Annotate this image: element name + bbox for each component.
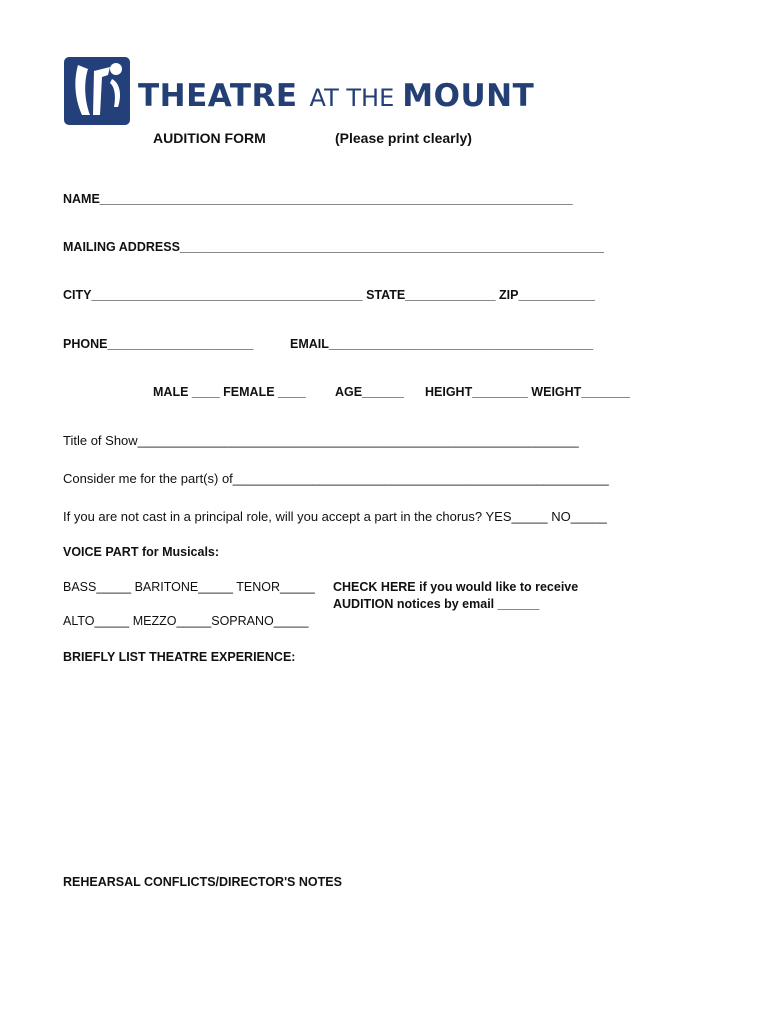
height-weight-field[interactable]: HEIGHT________ WEIGHT_______ <box>425 385 630 399</box>
logo-word-mount: MOUNT <box>402 78 535 114</box>
logo-word-at-the: AT THE <box>309 84 395 112</box>
logo-word-theatre: THEATRE <box>138 78 298 114</box>
theatre-experience-heading: BRIEFLY LIST THEATRE EXPERIENCE: <box>63 650 296 664</box>
form-instruction: (Please print clearly) <box>335 130 472 146</box>
rehearsal-conflicts-heading: REHEARSAL CONFLICTS/DIRECTOR'S NOTES <box>63 875 342 889</box>
email-notice-line-1: CHECK HERE if you would like to receive <box>333 580 579 594</box>
phone-field[interactable]: PHONE_____________________ <box>63 337 254 351</box>
voice-part-row-1[interactable]: BASS_____ BARITONE_____ TENOR_____ <box>63 580 315 594</box>
consider-part-field[interactable]: Consider me for the part(s) of____________________________________________________ <box>63 471 609 486</box>
theatre-logo <box>138 78 534 114</box>
email-notice-checkbox[interactable]: AUDITION notices by email ______ <box>333 597 540 611</box>
title-of-show-field[interactable]: Title of Show_____________________________________________________________ <box>63 433 579 448</box>
form-title: AUDITION FORM <box>153 130 266 146</box>
voice-part-row-2[interactable]: ALTO_____ MEZZO_____SOPRANO_____ <box>63 614 309 628</box>
email-field[interactable]: EMAIL______________________________________ <box>290 337 594 351</box>
theatre-experience-area[interactable] <box>63 672 703 862</box>
rehearsal-conflicts-area[interactable] <box>63 897 703 1007</box>
theatre-logo-icon <box>64 57 130 125</box>
chorus-question-field[interactable]: If you are not cast in a principal role, will you accept a part in the chorus? YES_____ NO_____ <box>63 509 607 524</box>
name-field[interactable]: NAME____________________________________________________________________ <box>63 192 573 206</box>
mailing-address-field[interactable]: MAILING ADDRESS_____________________________________________________________ <box>63 240 604 254</box>
age-field[interactable]: AGE______ <box>335 385 404 399</box>
city-state-zip-field[interactable]: CITY_______________________________________ STATE_____________ ZIP___________ <box>63 288 595 302</box>
gender-field[interactable]: MALE ____ FEMALE ____ <box>153 385 306 399</box>
voice-part-heading: VOICE PART for Musicals: <box>63 545 220 559</box>
